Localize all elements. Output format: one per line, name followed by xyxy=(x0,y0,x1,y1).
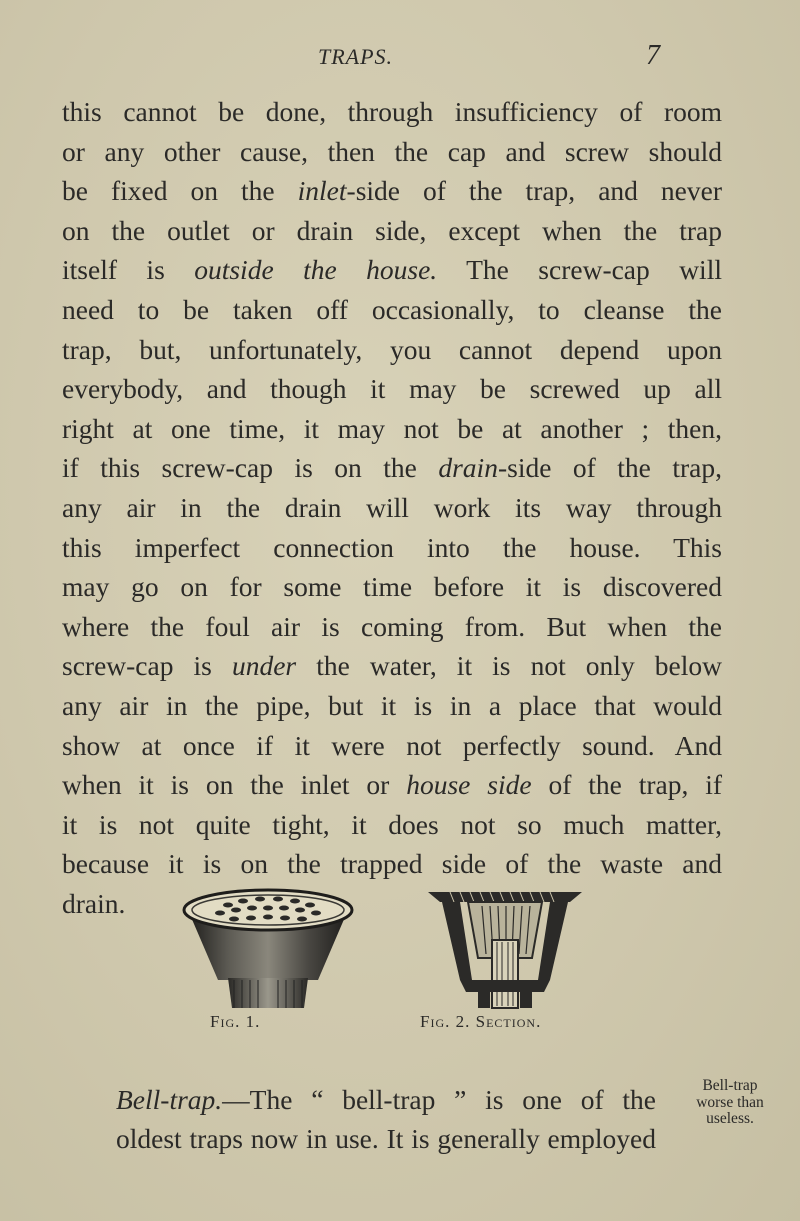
paragraph-main-line: everybody, and though it may be screwed up all xyxy=(62,373,722,405)
figure-2-caption: Fig. 2. Section. xyxy=(420,1012,542,1031)
italic-text: house side xyxy=(406,769,532,801)
margin-note-line: Bell-trap xyxy=(702,1077,758,1094)
paragraph-main-line: on the outlet or drain side, except when the trap xyxy=(62,214,722,246)
paragraph-main-line: or any other cause, then the cap and screw should xyxy=(62,135,722,167)
paragraph-main-line: if this screw-cap is on the drain-side of the trap, xyxy=(62,452,723,484)
figures xyxy=(150,880,650,1010)
paragraph-main-line: need to be taken off occasionally, to cleanse the xyxy=(62,293,722,325)
paragraph-main-line: where the foul air is coming from. But when the xyxy=(62,610,722,642)
paragraph-main-line: this imperfect connection into the house. This xyxy=(62,531,722,563)
paragraph-main-line: because it is on the trapped side of the waste and xyxy=(62,848,722,880)
paragraph-main-line: be fixed on the inlet-side of the trap, and never xyxy=(62,175,722,207)
margin-note-line: useless. xyxy=(706,1110,754,1127)
paragraph-main-line: screw-cap is under the water, it is not only below xyxy=(62,650,722,682)
paragraph-main-line: show at once if it were not perfectly sound. And xyxy=(62,729,722,761)
paragraph-main-line: itself is outside the house. The screw-cap will xyxy=(62,254,722,286)
bell-trap-illustration xyxy=(168,880,368,1010)
paragraph-main-line: it is not quite tight, it does not so much matter, xyxy=(62,808,722,840)
paragraph-main xyxy=(62,92,722,923)
margin-note-line: worse than xyxy=(696,1093,764,1111)
paragraph-main-line: any air in the drain will work its way through xyxy=(62,491,722,523)
page-number: 7 xyxy=(646,40,660,71)
running-head: TRAPS. xyxy=(318,44,394,69)
paragraph-main-line: drain. xyxy=(62,887,126,919)
paragraph-bell-trap-line: Bell-trap.—The “ bell-trap ” is one of the xyxy=(116,1084,656,1115)
paragraph-main-line: this cannot be done, through insufficiency of room xyxy=(62,96,722,127)
italic-text: Bell-trap. xyxy=(116,1084,223,1115)
paragraph-main-line: when it is on the inlet or house side of the trap, if xyxy=(62,769,722,801)
paragraph-bell-trap-line: oldest traps now in use. It is generally employed xyxy=(116,1123,656,1154)
paragraph-main-line: trap, but, unfortunately, you cannot depend upon xyxy=(62,333,722,365)
italic-text: under xyxy=(231,650,297,682)
paragraph-main-line: right at one time, it may not be at another ; then, xyxy=(62,412,722,444)
italic-text: outside the house. xyxy=(194,254,438,286)
italic-text: drain xyxy=(438,452,498,484)
margin-note xyxy=(670,1078,790,1128)
paragraph-bell-trap xyxy=(116,1080,656,1158)
italic-text: inlet xyxy=(297,175,347,207)
paragraph-main-line: may go on for some time before it is discovered xyxy=(62,571,722,603)
figure-1-caption: Fig. 1. xyxy=(210,1012,261,1031)
bell-trap-section-illustration xyxy=(420,880,590,1010)
paragraph-main-line: any air in the pipe, but it is in a place that would xyxy=(62,689,722,721)
